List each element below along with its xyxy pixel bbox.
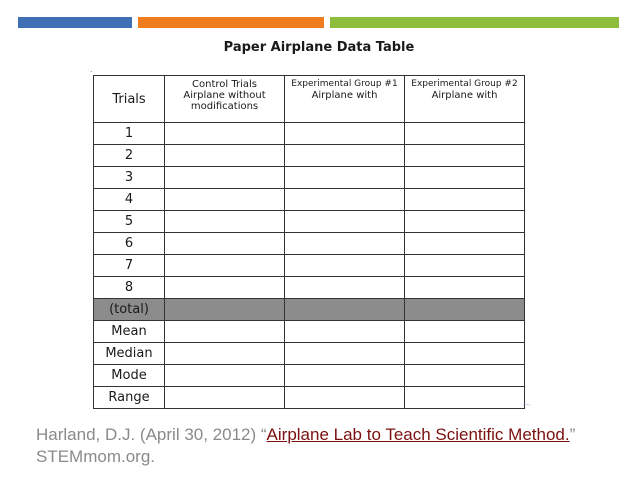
table-cell [405,211,525,233]
blue-bar-segment [18,17,132,28]
table-cell [165,189,285,211]
table-cell [285,123,405,145]
table-cell [285,343,405,365]
table-cell [165,299,285,321]
row-label: 7 [94,255,165,277]
header-group2-line1: Experimental Group #2 [411,79,518,89]
table-cell [285,233,405,255]
table-cell [405,189,525,211]
citation-source: STEMmom.org. [36,447,156,466]
row-label: (total) [94,299,165,321]
table-cell [165,365,285,387]
table-title: Paper Airplane Data Table [223,40,415,55]
header-control-line2: Airplane without [183,90,266,101]
table-cell [405,321,525,343]
table-cell [405,233,525,255]
table-cell [165,233,285,255]
top-color-bar [18,17,619,28]
table-row [94,233,525,255]
header-group1-line2: Airplane with [311,90,378,101]
header-group1-line1: Experimental Group #1 [291,79,398,89]
table-cell [405,299,525,321]
citation-link[interactable]: Airplane Lab to Teach Scientific Method. [266,425,570,444]
table-cell [165,321,285,343]
table-row [94,189,525,211]
table-cell [405,255,525,277]
row-label: 6 [94,233,165,255]
table-row [94,343,525,365]
row-label: Mean [94,321,165,343]
table-row [94,211,525,233]
header-control-line1: Control Trials [192,79,257,90]
row-label: 4 [94,189,165,211]
header-control-line3: modifications [190,101,259,112]
table-cell [405,167,525,189]
table-cell [285,299,405,321]
green-bar-segment [330,17,619,28]
table-row [94,123,525,145]
header-control-trials [165,76,285,123]
table-header-row [94,76,525,123]
table-cell [405,365,525,387]
table-cell [165,255,285,277]
table-row [94,277,525,299]
row-label: 8 [94,277,165,299]
corner-mark: ⌒ [522,405,532,415]
row-label: Mode [94,365,165,387]
table-cell [165,167,285,189]
row-label: 2 [94,145,165,167]
table-cell [285,211,405,233]
row-label: 1 [94,123,165,145]
table-cell [285,387,405,409]
table-row [94,365,525,387]
table-cell [405,145,525,167]
table-cell [285,145,405,167]
table-cell [165,123,285,145]
table-row [94,145,525,167]
table-cell [285,189,405,211]
row-label: 5 [94,211,165,233]
airplane-data-table [93,75,525,409]
table-row [94,321,525,343]
table-row [94,387,525,409]
table-cell [405,277,525,299]
table-cell [285,255,405,277]
anchor-dot: . [90,65,93,74]
header-experimental-group-2 [405,76,525,123]
orange-bar-segment [138,17,324,28]
table-cell [405,123,525,145]
citation-prefix: Harland, D.J. (April 30, 2012) “ [36,425,267,444]
table-cell [285,321,405,343]
table-cell [165,211,285,233]
row-label: 3 [94,167,165,189]
citation-suffix: ” [569,425,576,444]
table-cell [165,343,285,365]
row-label: Median [94,343,165,365]
table-cell [285,277,405,299]
table-row [94,255,525,277]
row-label: Range [94,387,165,409]
citation [36,424,626,468]
table-cell [405,343,525,365]
total-row [94,299,525,321]
table-cell [285,167,405,189]
table-cell [405,387,525,409]
header-experimental-group-1 [285,76,405,123]
header-trials: Trials [94,76,165,123]
table-cell [165,145,285,167]
header-group2-line2: Airplane with [431,90,498,101]
table-cell [165,277,285,299]
table-cell [285,365,405,387]
table-row [94,167,525,189]
table-cell [165,387,285,409]
